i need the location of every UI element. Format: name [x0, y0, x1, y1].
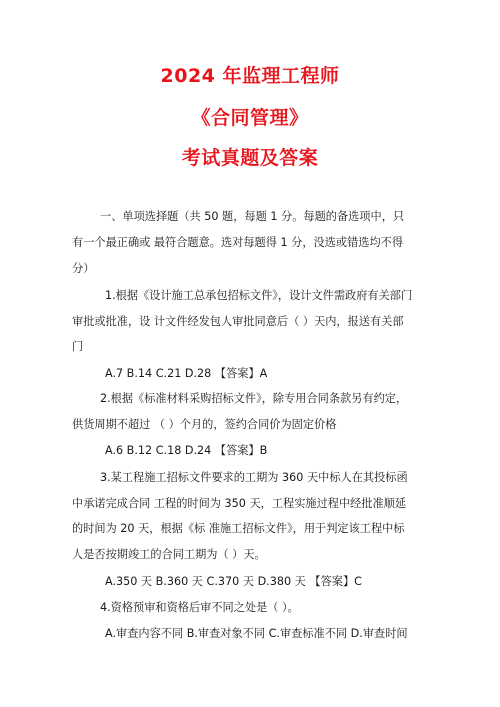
section-intro-line: 分） — [72, 262, 95, 275]
question-3-text: 人是否按期竣工的合同工期为（ ）天。 — [72, 548, 266, 561]
question-3-text: 的时间为 20 天，根据《标 准施工招标文件》，用于判定该工程中标 — [72, 522, 405, 535]
question-1-text: 门 — [72, 340, 84, 353]
document-title-type: 考试真题及答案 — [181, 147, 319, 169]
question-1-text: 1.根据《设计施工总承包招标文件》，设计文件需政府有关部门 — [105, 289, 413, 302]
section-intro-line: 有一个最正确或 最符合题意。选对每题得 1 分，没选或错选均不得 — [72, 236, 404, 249]
question-2-options: A.6 B.12 C.18 D.24 【答案】B — [105, 444, 268, 457]
question-4-text: 4.资格预审和资格后审不同之处是（ ）。 — [100, 601, 299, 614]
question-4-options: A.审查内容不同 B.审查对象不同 C.审查标准不同 D.审查时间 — [105, 627, 408, 640]
question-3-options: A.350 天 B.360 天 C.370 天 D.380 天 【答案】C — [105, 575, 362, 588]
question-2-text: 供货周期不超过 （ ）个月的，签约合同价为固定价格 — [72, 418, 337, 431]
document-title-subject: 《合同管理》 — [191, 107, 309, 129]
question-1-options: A.7 B.14 C.21 D.28 【答案】A — [105, 367, 268, 380]
section-intro-line: 一、单项选择题（共 50 题，每题 1 分。每题的备选项中，只 — [100, 210, 405, 223]
question-1-text: 审批或批准，设 计文件经发包人审批同意后（ ）天内，报送有关部 — [72, 315, 404, 328]
question-3-text: 3.某工程施工招标文件要求的工期为 360 天中标人在其投标函 — [100, 471, 408, 484]
question-3-text: 中承诺完成合同 工程的时间为 350 天，工程实施过程中经批准顺延 — [72, 497, 407, 510]
document-title-year: 2024 年监理工程师 — [160, 65, 340, 87]
question-2-text: 2.根据《标准材料采购招标文件》，除专用合同条款另有约定， — [100, 392, 408, 405]
